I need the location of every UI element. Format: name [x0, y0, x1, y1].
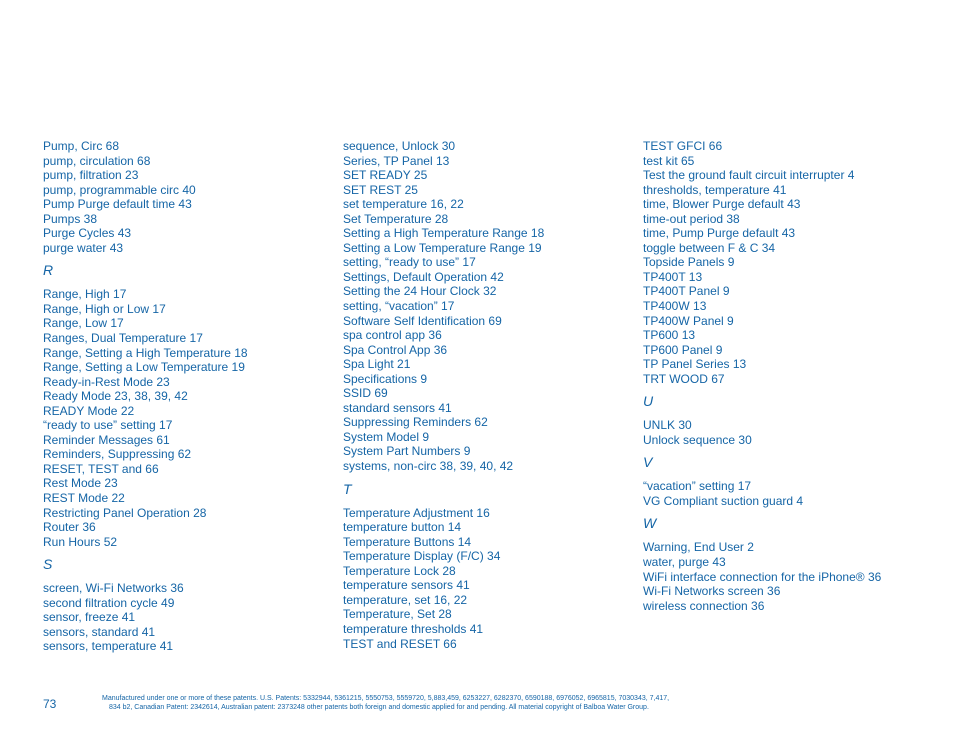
index-entry: spa control app 36	[343, 328, 442, 343]
section-letter-heading: U	[643, 393, 654, 410]
index-entry: Specifications 9	[343, 371, 428, 386]
section-letter-heading: R	[43, 262, 54, 279]
index-entry: temperature thresholds 41	[343, 621, 484, 636]
index-entry: Topside Panels 9	[643, 255, 735, 270]
index-entry: System Model 9	[343, 429, 430, 444]
index-entry: sensors, standard 41	[43, 624, 156, 639]
index-entry: Test the ground fault circuit interrupter 4	[643, 168, 855, 183]
index-entry: UNLK 30	[643, 418, 692, 433]
index-column-3	[643, 139, 933, 613]
index-entry: setting, “ready to use” 17	[343, 255, 476, 270]
index-entry: Temperature, Set 28	[343, 607, 452, 622]
index-entry: Temperature Adjustment 16	[343, 505, 490, 520]
index-entry: TP400W 13	[643, 299, 707, 314]
index-entry: Spa Light 21	[343, 357, 411, 372]
index-entry: Ranges, Dual Temperature 17	[43, 331, 203, 346]
index-entry: TP400W Panel 9	[643, 313, 734, 328]
index-entry: water, purge 43	[643, 555, 726, 570]
section-letter-heading: T	[343, 480, 352, 497]
patent-notice-line-1: Manufactured under one or more of these patents. U.S. Patents: 5332944, 5361215, 5550753, 5559720, 5,883,459, 6253227, 6282370, 6590188, 6976052, 6965815, 7030343, 7,417,	[102, 695, 670, 702]
index-entry: “ready to use” setting 17	[43, 418, 173, 433]
index-entry: Setting a Low Temperature Range 19	[343, 240, 542, 255]
index-entry: Temperature Buttons 14	[343, 534, 472, 549]
index-entry: purge water 43	[43, 240, 124, 255]
index-entry: Settings, Default Operation 42	[343, 269, 504, 284]
index-entry: time-out period 38	[643, 211, 740, 226]
index-entry: temperature, set 16, 22	[343, 592, 468, 607]
index-entry: setting, “vacation” 17	[343, 299, 455, 314]
patent-notice-line-2: 834 b2, Canadian Patent: 2342614, Australian patent: 2373248 other patents both foreign and domestic applied for and pending. All material copyright of Balboa Water Group.	[109, 704, 649, 711]
index-entry: TEST and RESET 66	[343, 636, 457, 651]
index-entry: time, Pump Purge default 43	[643, 226, 796, 241]
index-entry: wireless connection 36	[643, 598, 765, 613]
index-entry: temperature button 14	[343, 520, 462, 535]
index-entry: VG Compliant suction guard 4	[643, 493, 804, 508]
index-entry: sensor, freeze 41	[43, 610, 136, 625]
index-entry: Temperature Lock 28	[343, 563, 456, 578]
index-entry: Unlock sequence 30	[643, 432, 752, 447]
index-entry: Setting the 24 Hour Clock 32	[343, 284, 497, 299]
index-entry: RESET, TEST and 66	[43, 461, 159, 476]
index-entry: Temperature Display (F/C) 34	[343, 549, 501, 564]
index-entry: SSID 69	[343, 386, 388, 401]
index-entry: sequence, Unlock 30	[343, 139, 456, 153]
index-entry: Suppressing Reminders 62	[343, 415, 488, 430]
index-entry: TP400T Panel 9	[643, 284, 730, 299]
index-entry: Reminder Messages 61	[43, 432, 170, 447]
index-entry: toggle between F & C 34	[643, 240, 776, 255]
index-entry: time, Blower Purge default 43	[643, 197, 801, 212]
index-entry: set temperature 16, 22	[343, 197, 464, 212]
index-entry: System Part Numbers 9	[343, 444, 471, 459]
index-entry: Ready-in-Rest Mode 23	[43, 374, 170, 389]
index-entry: screen, Wi-Fi Networks 36	[43, 581, 184, 596]
index-entry: Restricting Panel Operation 28	[43, 505, 207, 520]
page-number: 73	[43, 697, 57, 711]
index-entry: Spa Control App 36	[343, 342, 448, 357]
index-entry: Range, Setting a Low Temperature 19	[43, 360, 245, 375]
index-entry: Purge Cycles 43	[43, 226, 132, 241]
index-entry: TP600 Panel 9	[643, 342, 723, 357]
index-entry: Range, Setting a High Temperature 18	[43, 345, 248, 360]
index-entry: Wi-Fi Networks screen 36	[643, 584, 781, 599]
index-entry: Run Hours 52	[43, 534, 118, 549]
section-letter-heading: V	[643, 454, 653, 471]
index-entry: TEST GFCI 66	[643, 139, 723, 153]
index-entry: TRT WOOD 67	[643, 371, 725, 386]
index-entry: Reminders, Suppressing 62	[43, 447, 192, 462]
index-entry: Range, Low 17	[43, 316, 124, 331]
index-entry: standard sensors 41	[343, 400, 452, 415]
index-entry: Warning, End User 2	[643, 540, 754, 555]
index-entry: REST Mode 22	[43, 491, 125, 506]
index-entry: Rest Mode 23	[43, 476, 118, 491]
index-entry: pump, circulation 68	[43, 153, 151, 168]
index-entry: Pump Purge default time 43	[43, 197, 192, 212]
index-entry: sensors, temperature 41	[43, 639, 174, 654]
index-entry: SET REST 25	[343, 182, 418, 197]
index-entry: systems, non-circ 38, 39, 40, 42	[343, 459, 514, 474]
index-column-2	[343, 139, 633, 651]
index-entry: Setting a High Temperature Range 18	[343, 226, 545, 241]
index-entry: Router 36	[43, 520, 96, 535]
index-entry: thresholds, temperature 41	[643, 182, 787, 197]
index-entry: Set Temperature 28	[343, 211, 449, 226]
index-entry: Range, High 17	[43, 287, 127, 302]
section-letter-heading: W	[643, 515, 657, 532]
index-entry: “vacation” setting 17	[643, 479, 752, 494]
index-entry: Pump, Circ 68	[43, 139, 120, 153]
index-entry: pump, filtration 23	[43, 168, 139, 183]
patent-notice	[102, 694, 802, 712]
index-entry: SET READY 25	[343, 168, 428, 183]
index-entry: TP600 13	[643, 328, 696, 343]
index-entry: Software Self Identification 69	[343, 313, 502, 328]
index-entry: Range, High or Low 17	[43, 301, 166, 316]
index-entry: Series, TP Panel 13	[343, 153, 450, 168]
index-entry: pump, programmable circ 40	[43, 182, 196, 197]
index-entry: Pumps 38	[43, 211, 98, 226]
index-entry: TP400T 13	[643, 269, 703, 284]
index-entry: second filtration cycle 49	[43, 595, 175, 610]
index-entry: WiFi interface connection for the iPhone® 36	[643, 569, 882, 584]
index-entry: temperature sensors 41	[343, 578, 470, 593]
index-entry: Ready Mode 23, 38, 39, 42	[43, 389, 188, 404]
index-column-1	[43, 139, 333, 654]
section-letter-heading: S	[43, 556, 53, 573]
index-entry: test kit 65	[643, 153, 695, 168]
index-entry: TP Panel Series 13	[643, 357, 747, 372]
index-entry: READY Mode 22	[43, 403, 135, 418]
